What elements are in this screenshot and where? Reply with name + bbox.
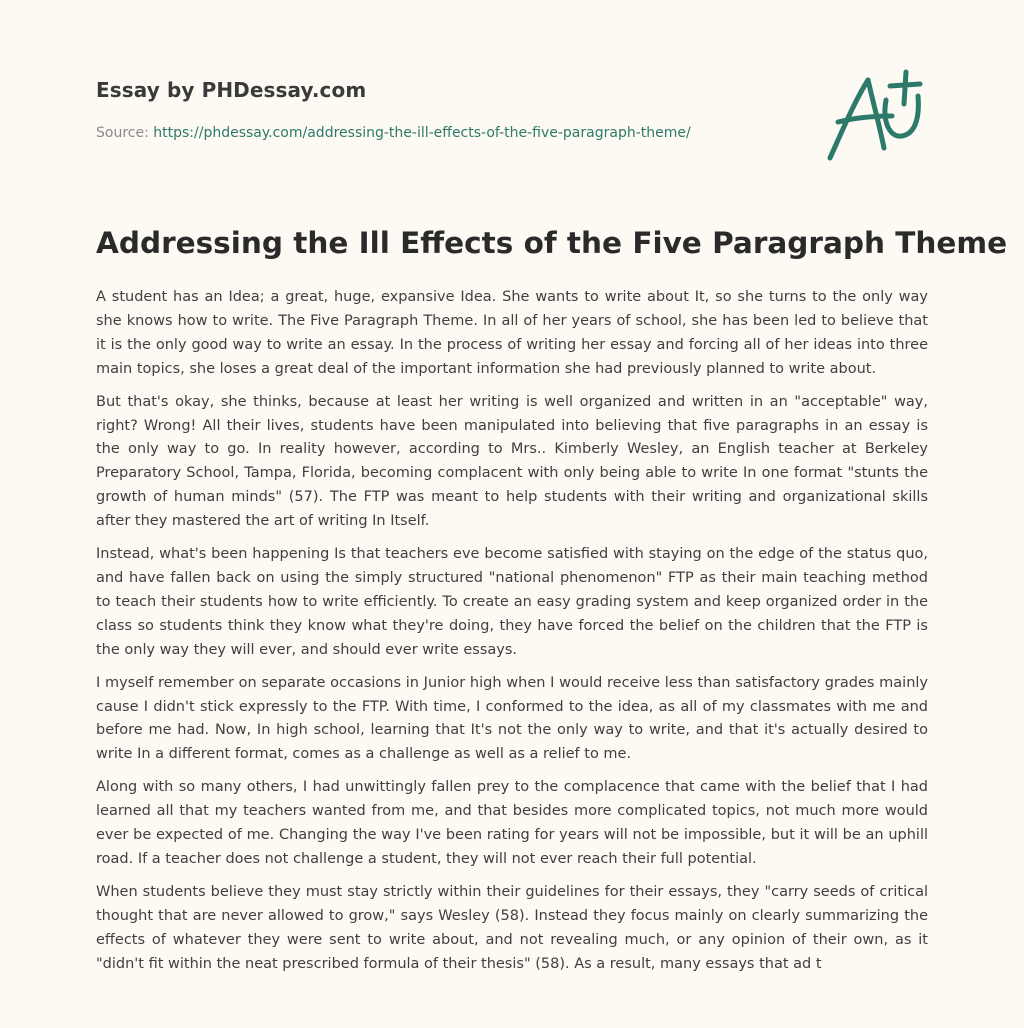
source-link[interactable]: https://phdessay.com/addressing-the-ill-effects-of-the-five-paragraph-theme/ (153, 125, 691, 141)
paragraph: When students believe they must stay strictly within their guidelines for their essays, they "carry seeds of critical thought that are never allowed to grow," says Wesley (58). Instead they focus mainly on clearly summarizing the effects of whatever they were sent to write about, and not revealing much, or any opinion of their own, as it "didn't fit within the neat prescribed formula of their thesis" (58). As a result, many essays that ad t (96, 883, 928, 972)
page-title: Addressing the Ill Effects of the Five Paragraph Theme (96, 226, 1008, 260)
site-title: Essay by PHDessay.com (96, 78, 367, 102)
paragraph: A student has an Idea; a great, huge, expansive Idea. She wants to write about It, so she turns to the only way she knows how to write. The Five Paragraph Theme. In all of her years of school, she has been led to believe that it is the only good way to write an essay. In the process of writing her essay and forcing all of her ideas into three main topics, she loses a great deal of the important information she had previously planned to write about. (96, 289, 928, 377)
a-plus-logo-icon (820, 66, 930, 166)
source-line (96, 125, 691, 141)
paragraph: But that's okay, she thinks, because at least her writing is well organized and written in an "acceptable" way, right? Wrong! All their lives, students have been manipulated into believing that five paragraphs in an essay is the only way to go. In reality however, according to Mrs.. Kimberly Wesley, an English teacher at Berkeley Preparatory School, Tampa, Florida, becoming complacent with only being able to write In one format "stunts the growth of human minds" (57). The FTP was meant to help students with their writing and organizational skills after they mastered the art of writing In Itself. (96, 393, 928, 530)
article-body (96, 286, 928, 1028)
paragraph: Along with so many others, I had unwittingly fallen prey to the complacence that came with the belief that I had learned all that my teachers wanted from me, and that besides more complicated topics, not much more would ever be expected of me. Changing the way I've been rating for years will not be impossible, but it will be an uphill road. If a teacher does not challenge a student, they will not ever reach their full potential. (96, 779, 928, 867)
paragraph: Instead, what's been happening Is that teachers eve become satisfied with staying on the edge of the status quo, and have fallen back on using the simply structured "national phenomenon" FTP as their main teaching method to teach their students how to write efficiently. To create an easy grading system and keep organized order in the class so students think they know what they're doing, they have forced the belief on the children that the FTP is the only way they will ever, and should ever write essays. (96, 546, 928, 658)
paragraph: I myself remember on separate occasions in Junior high when I would receive less than satisfactory grades mainly cause I didn't stick expressly to the FTP. With time, I conformed to the idea, as all of my classmates with me and before me had. Now, In high school, learning that It's not the only way to write, and that it's actually desired to write In a different format, comes as a challenge as well as a relief to me. (96, 674, 928, 763)
source-label: Source: (96, 125, 149, 141)
